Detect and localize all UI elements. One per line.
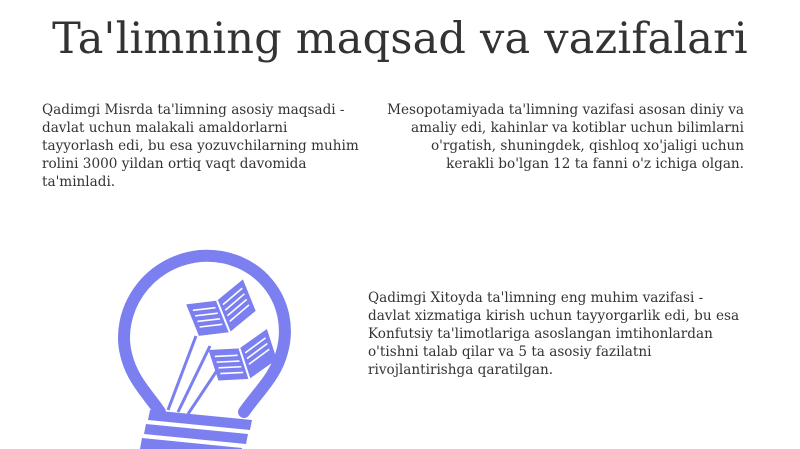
- page-title: Ta'limning maqsad va vazifalari: [52, 14, 748, 64]
- paragraph-china: Qadimgi Xitoyda ta'limning eng muhim vazifasi - davlat xizmatiga kirish uchun tayyorgarlik edi, bu esa Konfutsiy ta'limotlariga asoslangan imtihonlardan o'tishni talab qilar va 5 ta asosiy fazilatni rivojlantirishga qaratilgan.: [368, 290, 740, 378]
- paragraph-egypt: Qadimgi Misrda ta'limning asosiy maqsadi - davlat uchun malakali amaldorlarni tayyorlash edi, bu esa yozuvchilarning muhim rolini 3000 yildan ortiq vaqt davomida ta'minladi.: [42, 102, 359, 190]
- paragraph-mesopotamia: Mesopotamiyada ta'limning vazifasi asosan diniy va amaliy edi, kahinlar va kotiblar uchun bilimlarni o'rgatish, shuningdek, qishloq xo'jaligi uchun kerakli bo'lgan 12 ta fanni o'z ichiga olgan.: [387, 102, 744, 172]
- lightbulb-with-books-icon: [92, 244, 310, 449]
